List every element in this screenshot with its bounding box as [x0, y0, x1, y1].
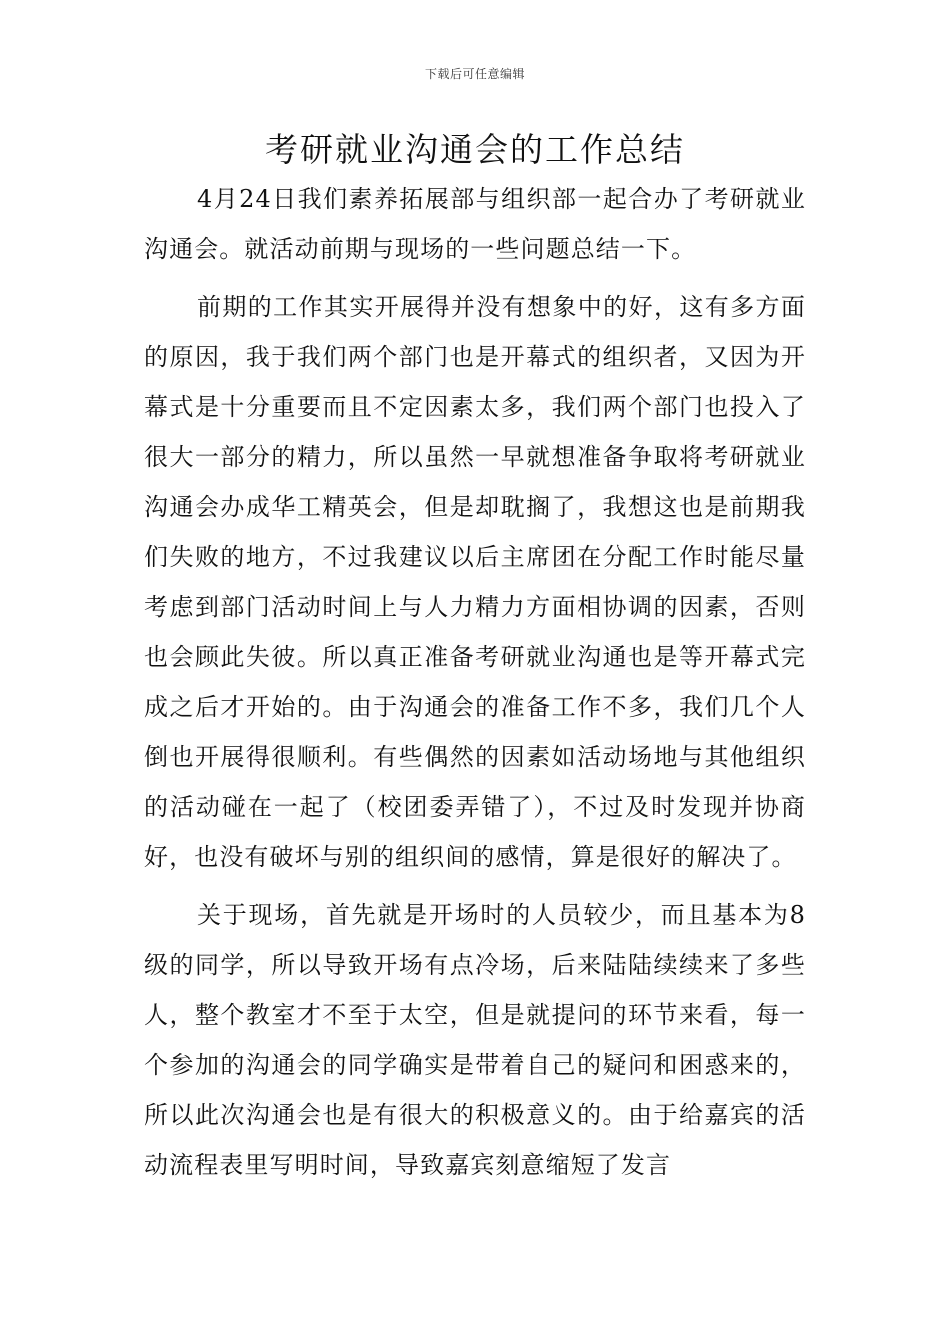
- paragraph-2: 前期的工作其实开展得并没有想象中的好，这有多方面的原因，我于我们两个部门也是开幕式的组织者，又因为开幕式是十分重要而且不定因素太多，我们两个部门也投入了很大一部分的精力，所以虽然一早就想准备争取将考研就业沟通会办成华工精英会，但是却耽搁了，我想这也是前期我们失败的地方，不过我建议以后主席团在分配工作时能尽量考虑到部门活动时间上与人力精力方面相协调的因素，否则也会顾此失彼。所以真正准备考研就业沟通也是等开幕式完成之后才开始的。由于沟通会的准备工作不多，我们几个人倒也开展得很顺利。有些偶然的因素如活动场地与其他组织的活动碰在一起了（校团委弄错了），不过及时发现并协商好，也没有破坏与别的组织间的感情，算是很好的解决了。: [144, 293, 806, 871]
- header-note: 下载后可任意编辑: [424, 67, 525, 81]
- document-title: 考研就业沟通会的工作总结: [265, 130, 685, 169]
- paragraph-1: 4月24日我们素养拓展部与组织部一起合办了考研就业沟通会。就活动前期与现场的一些问题总结一下。: [144, 185, 806, 263]
- paragraph-3: 关于现场，首先就是开场时的人员较少，而且基本为8级的同学，所以导致开场有点冷场，后来陆陆续续来了多些人，整个教室才不至于太空，但是就提问的环节来看，每一个参加的沟通会的同学确实是带着自己的疑问和困惑来的，所以此次沟通会也是有很大的积极意义的。由于给嘉宾的活动流程表里写明时间，导致嘉宾刻意缩短了发言: [144, 901, 806, 1179]
- document-body: [144, 174, 806, 1190]
